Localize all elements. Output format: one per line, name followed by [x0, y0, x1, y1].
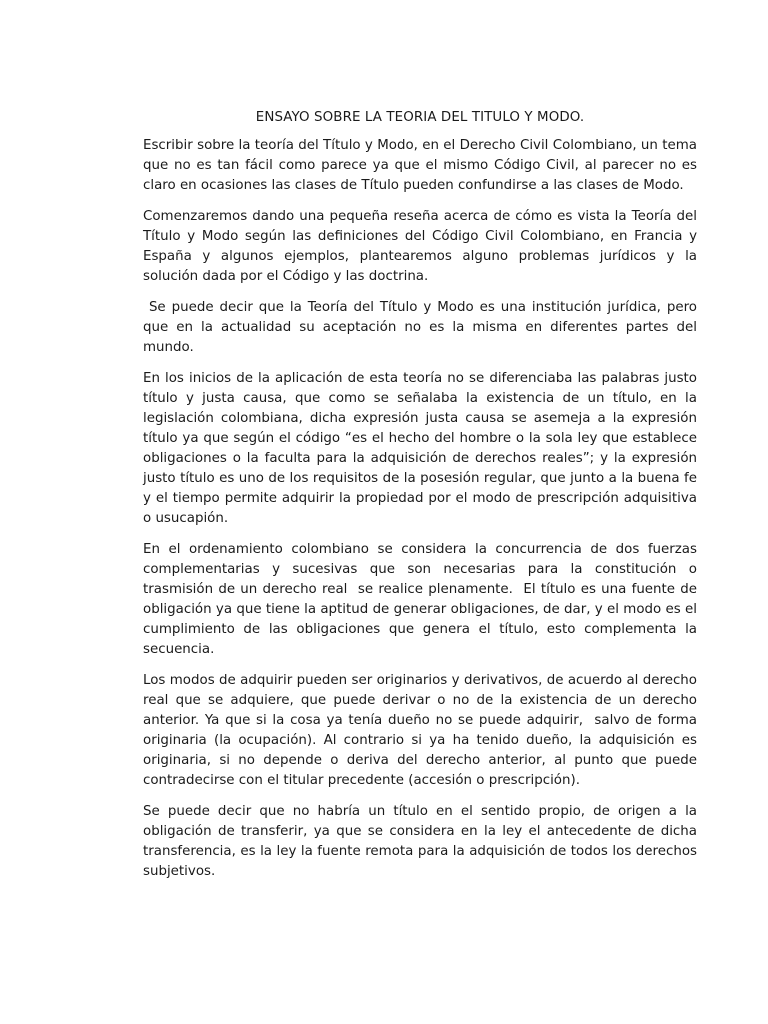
paragraph-3: Se puede decir que la Teoría del Título y Modo es una institución jurídica, pero que en la actualidad su aceptación no es la misma en diferentes partes del mundo.: [143, 300, 702, 355]
document-body: [143, 108, 702, 893]
paragraph-4: En los inicios de la aplicación de esta teoría no se diferenciaba las palabras justo título y justa causa, que como se señalaba la existencia de un título, en la legislación colombiana, dicha expresión justa causa se asemeja a la expresión título ya que según el código “es el hecho del hombre o la sola ley que establece obligaciones o la faculta para la adquisición de derechos reales”; y la expresión justo título es uno de los requisitos de la posesión regular, que junto a la buena fe y el tiempo permite adquirir la propiedad por el modo de prescripción adquisitiva o usucapión.: [143, 371, 697, 526]
document-title: ENSAYO SOBRE LA TEORIA DEL TITULO Y MODO.: [255, 110, 585, 125]
paragraph-7: Se puede decir que no habría un título en el sentido propio, de origen a la obligación de transferir, ya que se considera en la ley el antecedente de dicha transferencia, es la ley la fuente remota para la adquisición de todos los derechos subjetivos.: [143, 804, 697, 879]
paragraph-5: En el ordenamiento colombiano se considera la concurrencia de dos fuerzas complementarias y sucesivas que son necesarias para la constitución o trasmisión de un derecho real se realice plenamente. El título es una fuente de obligación ya que tiene la aptitud de generar obligaciones, de dar, y el modo es el cumplimiento de las obligaciones que genera el título, esto complementa la secuencia.: [143, 542, 702, 657]
paragraph-2: Comenzaremos dando una pequeña reseña acerca de cómo es vista la Teoría del Título y Modo según las definiciones del Código Civil Colombiano, en Francia y España y algunos ejemplos, plantearemos alguno problemas jurídicos y la solución dada por el Código y las doctrina.: [143, 209, 697, 284]
paragraph-1: Escribir sobre la teoría del Título y Modo, en el Derecho Civil Colombiano, un tema que no es tan fácil como parece ya que el mismo Código Civil, al parecer no es claro en ocasiones las clases de Título pueden confundirse a las clases de Modo.: [143, 138, 697, 193]
paragraph-6: Los modos de adquirir pueden ser originarios y derivativos, de acuerdo al derecho real que se adquiere, que puede derivar o no de la existencia de un derecho anterior. Ya que si la cosa ya tenía dueño no se puede adquirir, salvo de forma originaria (la ocupación). Al contrario si ya ha tenido dueño, la adquisición es originaria, si no depende o deriva del derecho anterior, al punto que puede contradecirse con el titular precedente (accesión o prescripción).: [143, 673, 702, 788]
